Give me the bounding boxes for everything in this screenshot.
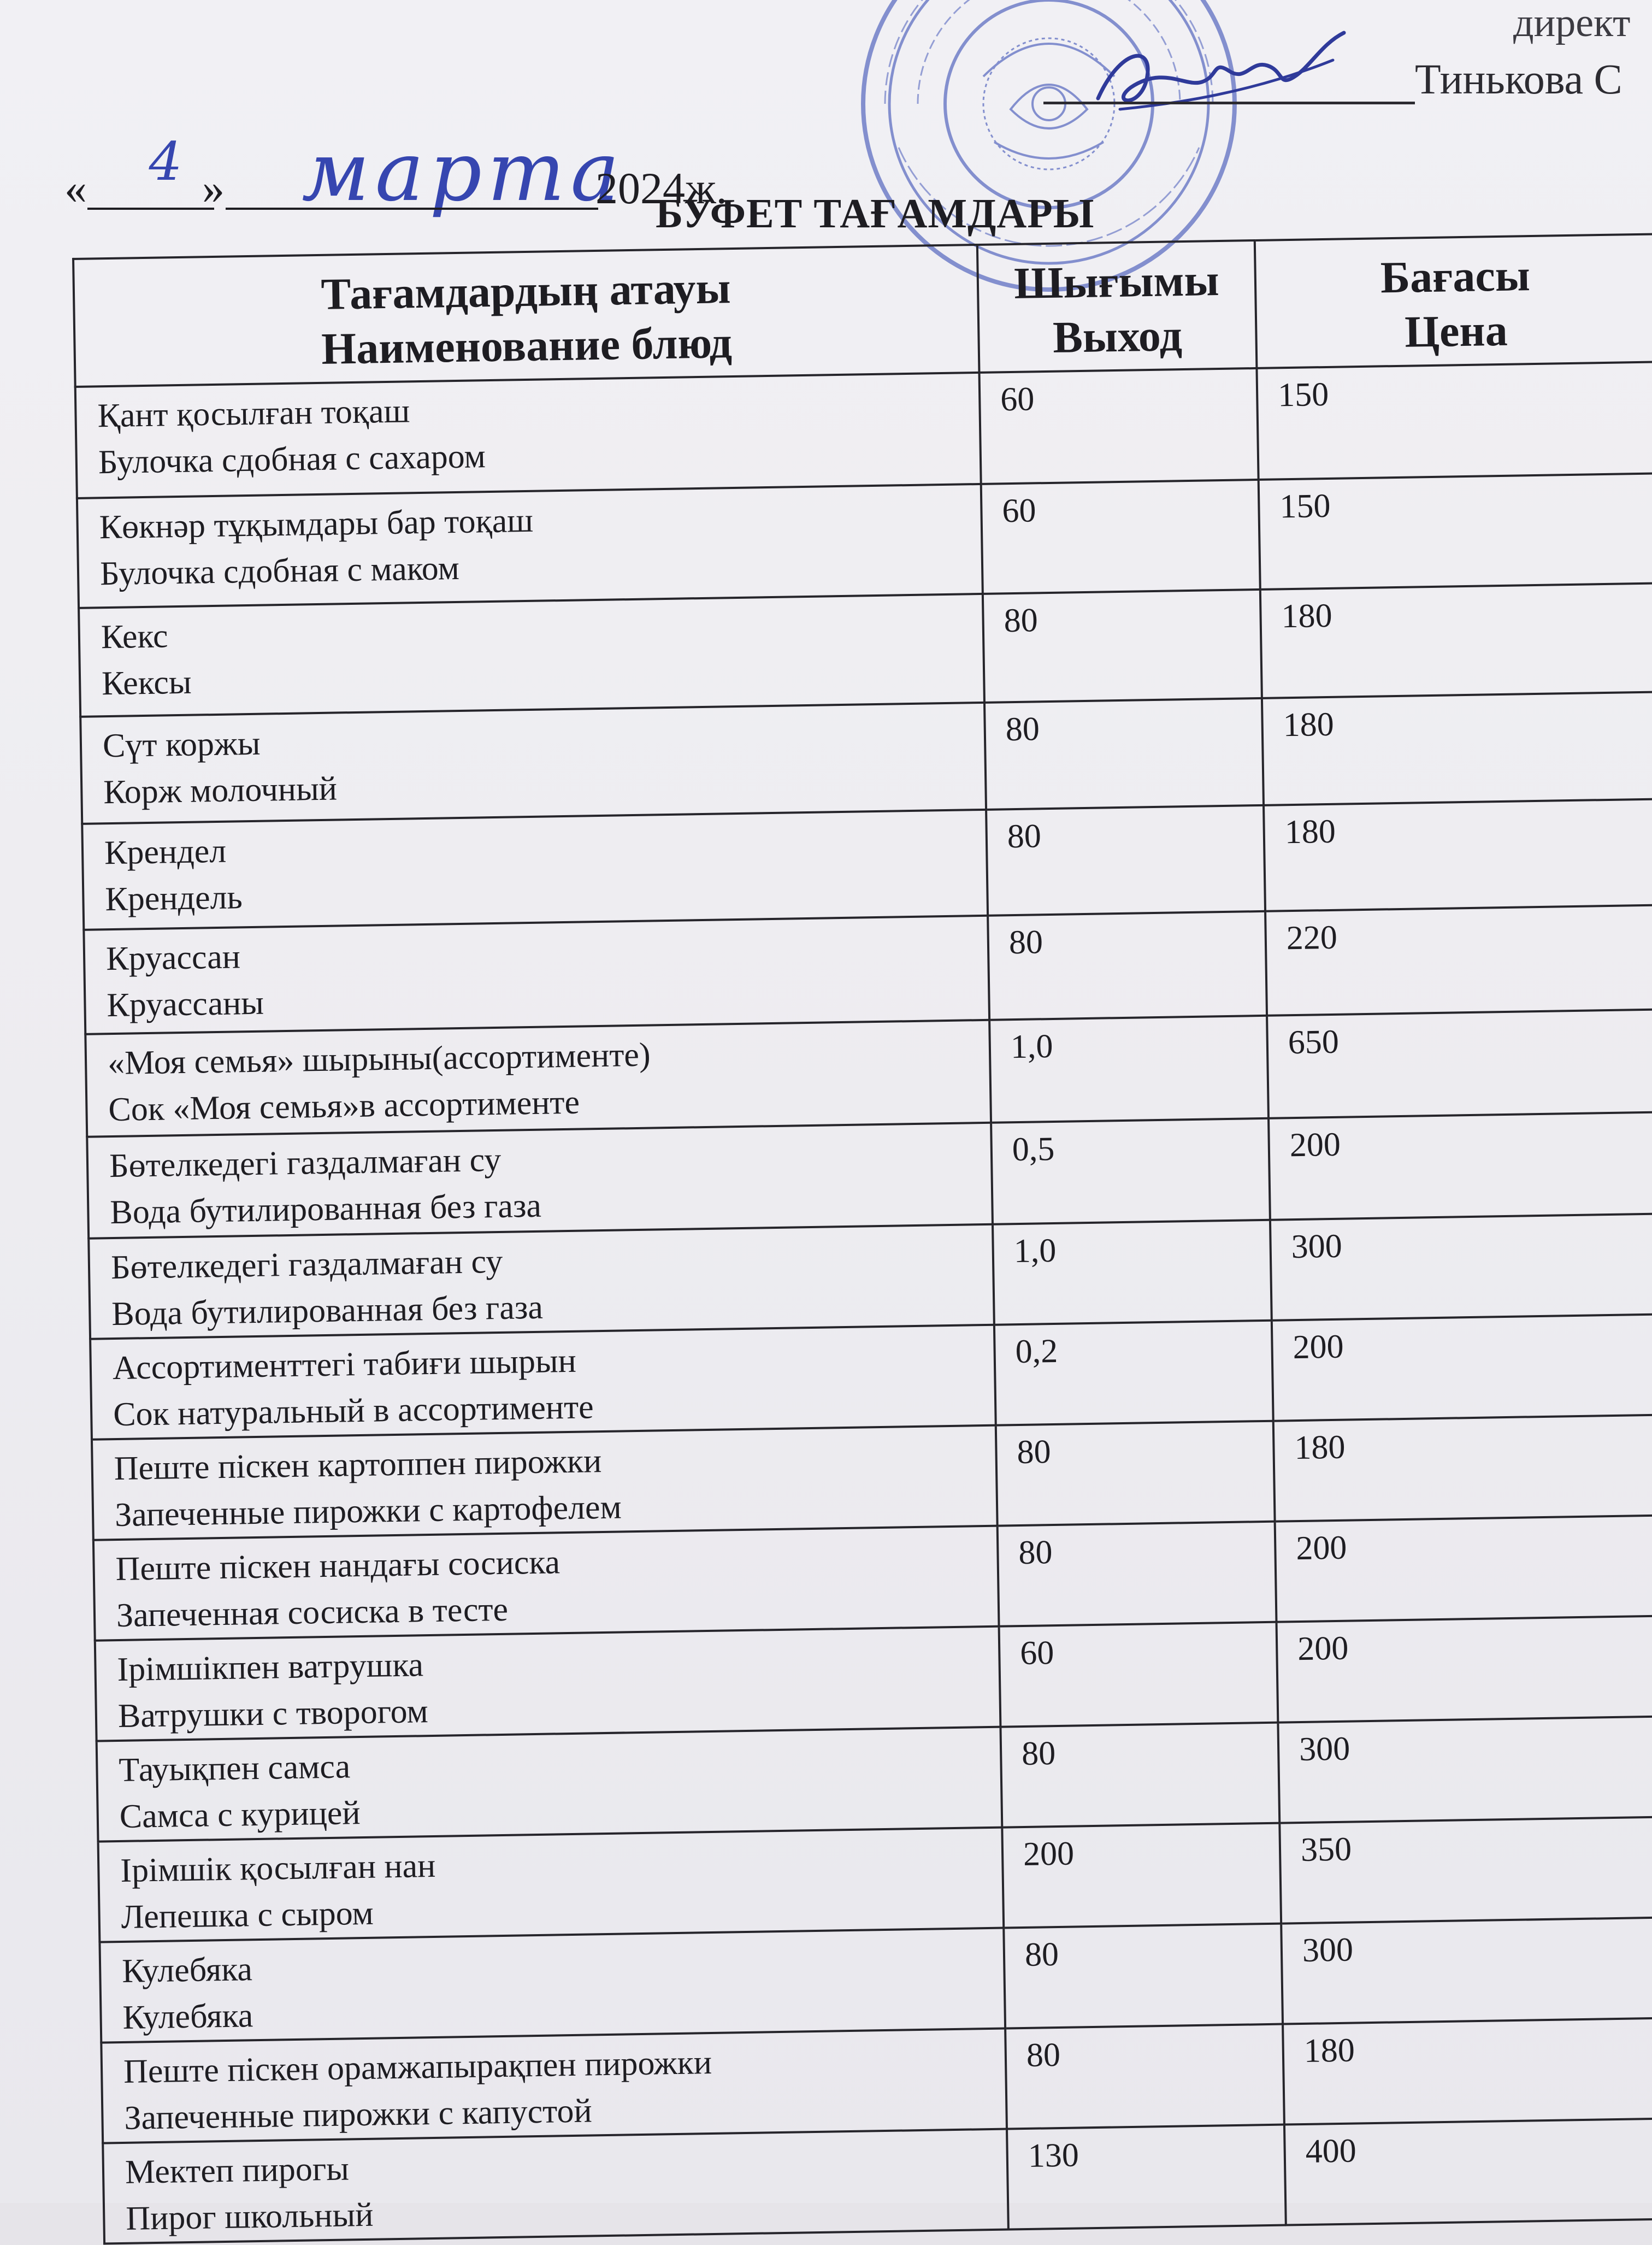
price-cell: 220 — [1265, 905, 1652, 1015]
dish-name-kz: Сүт коржы — [102, 724, 261, 765]
yield-cell: 80 — [1004, 1924, 1283, 2029]
dish-name-kz: Пеште піскен нандағы сосиска — [115, 1543, 560, 1588]
dish-name-ru: Кексы — [101, 663, 192, 703]
dish-name-ru: Круассаны — [106, 984, 264, 1024]
table-header-row — [73, 234, 1652, 386]
dish-name-ru: Корж молочный — [103, 770, 338, 811]
approval-title-fragment: директ — [1513, 1, 1631, 45]
yield-cell: 80 — [984, 698, 1264, 810]
dish-name-kz: Ірімшік қосылған нан — [120, 1847, 436, 1889]
yield-cell: 60 — [980, 368, 1259, 484]
price-cell: 300 — [1270, 1213, 1652, 1320]
dish-name-ru: Булочка сдобная с сахаром — [98, 438, 486, 481]
dish-name-kz: Қант қосылған тоқаш — [97, 392, 410, 435]
dish-name-ru: Пирог школьный — [125, 2196, 374, 2237]
dish-name-kz: Крендел — [104, 832, 227, 872]
dish-name-ru: Запеченная сосиска в тесте — [116, 1590, 509, 1635]
dish-name-kz: Көкнәр тұқымдары бар тоқаш — [99, 502, 534, 546]
dish-name-kz: Тауықпен самса — [118, 1748, 351, 1789]
dish-name-ru: Кулебяка — [122, 1997, 253, 2036]
yield-cell: 60 — [999, 1622, 1278, 1727]
price-cell: 650 — [1267, 1009, 1652, 1118]
dish-name-kz: Мектеп пирогы — [125, 2150, 350, 2191]
header-dish-name: Тағамдардың атауы Наименование блюд — [73, 245, 979, 387]
day-underline — [87, 208, 214, 210]
yield-cell: 80 — [998, 1522, 1277, 1627]
handwritten-day: 4 — [149, 131, 182, 192]
document-title: БУФЕТ ТАҒАМДАРЫ — [656, 191, 1095, 237]
yield-cell: 80 — [983, 590, 1262, 703]
yield-cell: 80 — [986, 805, 1265, 916]
price-cell: 200 — [1276, 1616, 1652, 1722]
date-open-quote: « — [64, 163, 87, 213]
dish-name-kz: Кекс — [101, 617, 169, 656]
price-cell: 200 — [1275, 1515, 1652, 1622]
dish-name-cell — [90, 1325, 996, 1440]
yield-cell: 200 — [1002, 1823, 1281, 1928]
dish-name-ru: Вода бутилированная без газа — [109, 1187, 542, 1231]
dish-name-ru: Самса с курицей — [119, 1794, 361, 1835]
yield-cell: 80 — [1000, 1723, 1279, 1828]
price-cell: 180 — [1262, 692, 1652, 805]
yield-cell: 130 — [1007, 2125, 1286, 2230]
dish-name-ru: Вода бутилированная без газа — [111, 1288, 544, 1333]
handwritten-month: марта — [302, 125, 625, 220]
yield-cell: 0,2 — [994, 1321, 1273, 1425]
dish-name-cell — [95, 1627, 1001, 1741]
dish-name-kz: «Моя семья» шырыны(ассортименте) — [107, 1036, 651, 1082]
price-cell: 300 — [1278, 1716, 1652, 1823]
date-close-quote: » — [202, 163, 225, 213]
dish-name-cell — [88, 1224, 994, 1339]
dish-name-ru: Крендель — [104, 879, 243, 918]
dish-name-kz: Пеште піскен картоппен пирожки — [114, 1442, 602, 1488]
dish-name-ru: Сок натуральный в ассортименте — [113, 1388, 594, 1434]
dish-name-ru: Ватрушки с творогом — [117, 1693, 429, 1735]
director-signature — [1087, 27, 1349, 137]
price-cell: 200 — [1272, 1314, 1652, 1421]
dish-name-kz: Бөтелкедегі газдалмаған су — [110, 1242, 503, 1287]
dish-name-kz: Кулебяка — [121, 1951, 253, 1990]
yield-cell: 0,5 — [991, 1118, 1270, 1224]
month-underline — [226, 208, 598, 210]
price-cell: 180 — [1260, 583, 1652, 698]
dish-name-cell — [97, 1727, 1002, 1842]
dish-name-cell — [98, 1828, 1004, 1942]
price-cell: 200 — [1268, 1112, 1652, 1219]
dish-name-ru: Сок «Моя семья»в ассортименте — [108, 1083, 580, 1129]
price-cell: 180 — [1264, 799, 1652, 911]
dish-name-kz: Ірімшікпен ватрушка — [117, 1646, 424, 1689]
yield-cell: 80 — [996, 1421, 1275, 1526]
dish-name-cell — [87, 1123, 993, 1239]
dish-name-cell — [82, 810, 988, 930]
header-yield: Шығымы Выход — [977, 240, 1257, 373]
dish-name-cell — [77, 484, 983, 608]
price-cell: 180 — [1273, 1415, 1652, 1521]
dish-name-cell — [84, 916, 989, 1034]
price-cell: 300 — [1281, 1917, 1652, 2024]
dish-name-cell — [79, 594, 984, 717]
header-price: Бағасы Цена — [1255, 234, 1652, 368]
dish-name-cell — [103, 2129, 1008, 2244]
price-cell: 150 — [1259, 473, 1652, 589]
price-cell: 150 — [1256, 362, 1652, 479]
yield-cell: 60 — [981, 480, 1260, 594]
yield-cell: 1,0 — [989, 1016, 1268, 1123]
dish-name-cell — [101, 2029, 1007, 2143]
dish-name-ru: Запеченные пирожки с капустой — [123, 2092, 593, 2137]
dish-name-kz: Ассортименттегі табиғи шырын — [112, 1342, 577, 1387]
yield-cell: 80 — [988, 911, 1267, 1020]
signature-line — [1043, 102, 1415, 104]
dish-name-ru: Запеченные пирожки с картофелем — [114, 1488, 622, 1534]
price-cell: 180 — [1283, 2018, 1652, 2124]
dish-name-cell — [80, 703, 986, 824]
yield-cell: 80 — [1005, 2024, 1284, 2129]
dish-name-ru: Булочка сдобная с маком — [99, 549, 460, 593]
dish-name-cell — [85, 1020, 991, 1137]
dish-name-cell — [75, 373, 981, 498]
dish-name-kz: Пеште піскен орамжапырақпен пирожки — [123, 2044, 712, 2090]
director-name-fragment: Тинькова С — [1415, 55, 1622, 103]
price-cell: 350 — [1279, 1817, 1652, 1923]
dish-name-ru: Лепешка с сыром — [121, 1894, 374, 1936]
buffet-menu-table — [72, 233, 1652, 2244]
dish-name-kz: Бөтелкедегі газдалмаған су — [109, 1141, 502, 1185]
dish-name-kz: Круассан — [105, 938, 241, 978]
dish-name-cell — [93, 1526, 999, 1641]
price-cell: 400 — [1284, 2118, 1652, 2225]
date-year: 2024ж. — [595, 163, 728, 213]
dish-name-cell — [99, 1928, 1005, 2043]
yield-cell: 1,0 — [993, 1220, 1272, 1325]
dish-name-cell — [92, 1425, 998, 1540]
